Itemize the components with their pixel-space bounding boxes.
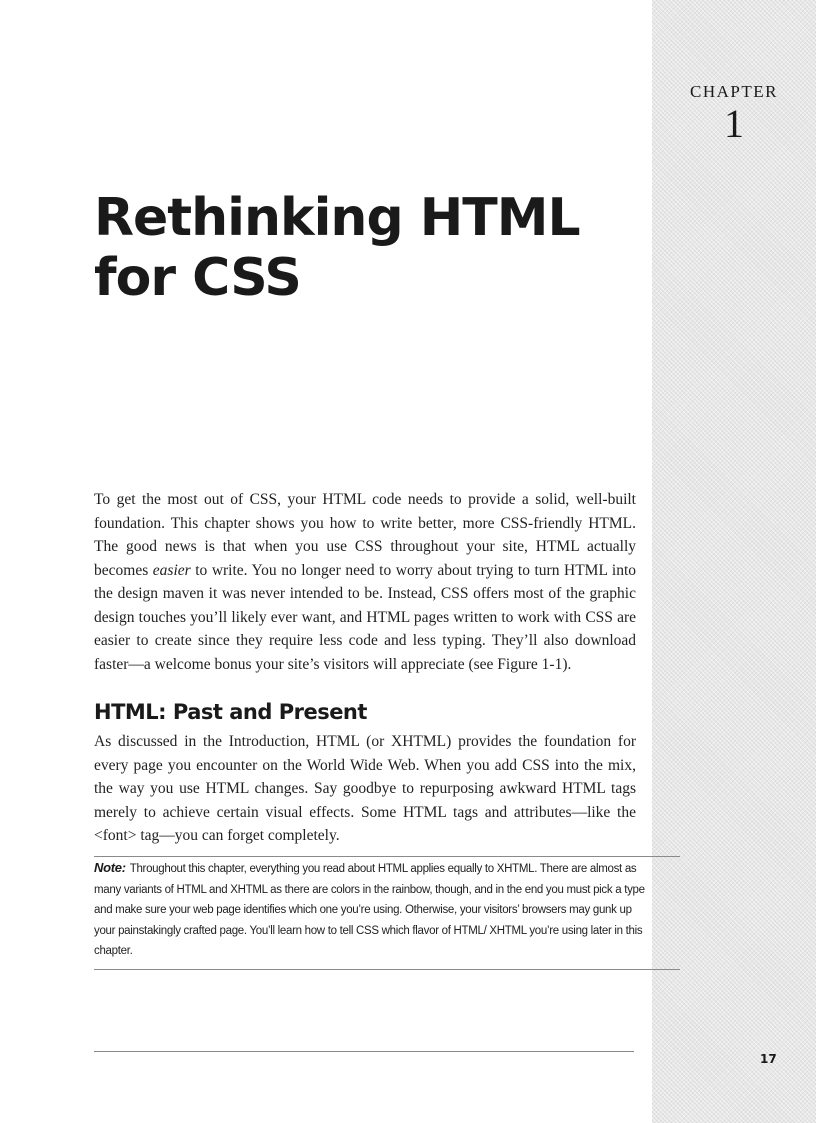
chapter-label: CHAPTER xyxy=(690,82,778,101)
footer-rule xyxy=(94,1051,634,1052)
note-text: Throughout this chapter, everything you read about HTML applies equally to XHTML. There are almost as many variants of HTML and XHTML as there are colors in the rainbow, though, and in the end you must pick a type and make sure your web page identifies which one you’re using. Otherwise, your visitors’ browsers may gunk up your painstakingly crafted page. You’ll learn how to tell CSS which flavor of HTML/ XHTML you’re using later in this chapter. xyxy=(94,863,645,957)
intro-text-start: To get the most out of CSS, your HTML code needs to provide a solid, well-built foundation. This chapter shows you how to write better, more CSS-friendly HTML. The good news is that when you use CSS throughout your site, HTML actually becomes xyxy=(94,491,636,579)
intro-text-end: to write. You no longer need to worry about trying to turn HTML into the design maven it was never intended to be. Instead, CSS offers most of the graphic design touches you’ll likely ever want, and HTML pages written to work with CSS are easier to create since they require less code and less typing. They’ll also download faster—a welcome bonus your site’s visitors will appreciate (see Figure 1-1). xyxy=(94,561,636,673)
chapter-title-line-1: Rethinking HTML xyxy=(94,188,580,248)
section-paragraph: As discussed in the Introduction, HTML (or XHTML) provides the foundation for every page you encounter on the World Wide Web. When you add CSS into the mix, the way you use HTML changes. Say goodbye to repurposing awkward HTML tags merely to achieve certain visual effects. Some HTML tags and attributes—like the <font> tag—you can forget completely. xyxy=(94,733,636,844)
note-bottom-rule xyxy=(94,969,680,970)
note-label: Note: xyxy=(94,860,126,875)
chapter-number: 1 xyxy=(724,101,744,146)
note-top-rule xyxy=(94,856,680,857)
intro-paragraph xyxy=(94,488,636,676)
page-number: 17 xyxy=(760,1052,777,1066)
intro-emphasis: easier xyxy=(152,561,191,579)
chapter-side-strip xyxy=(652,0,816,1123)
section-heading: HTML: Past and Present xyxy=(94,700,367,724)
chapter-title xyxy=(94,188,580,308)
note-box xyxy=(94,858,650,962)
chapter-title-line-2: for CSS xyxy=(94,248,301,308)
